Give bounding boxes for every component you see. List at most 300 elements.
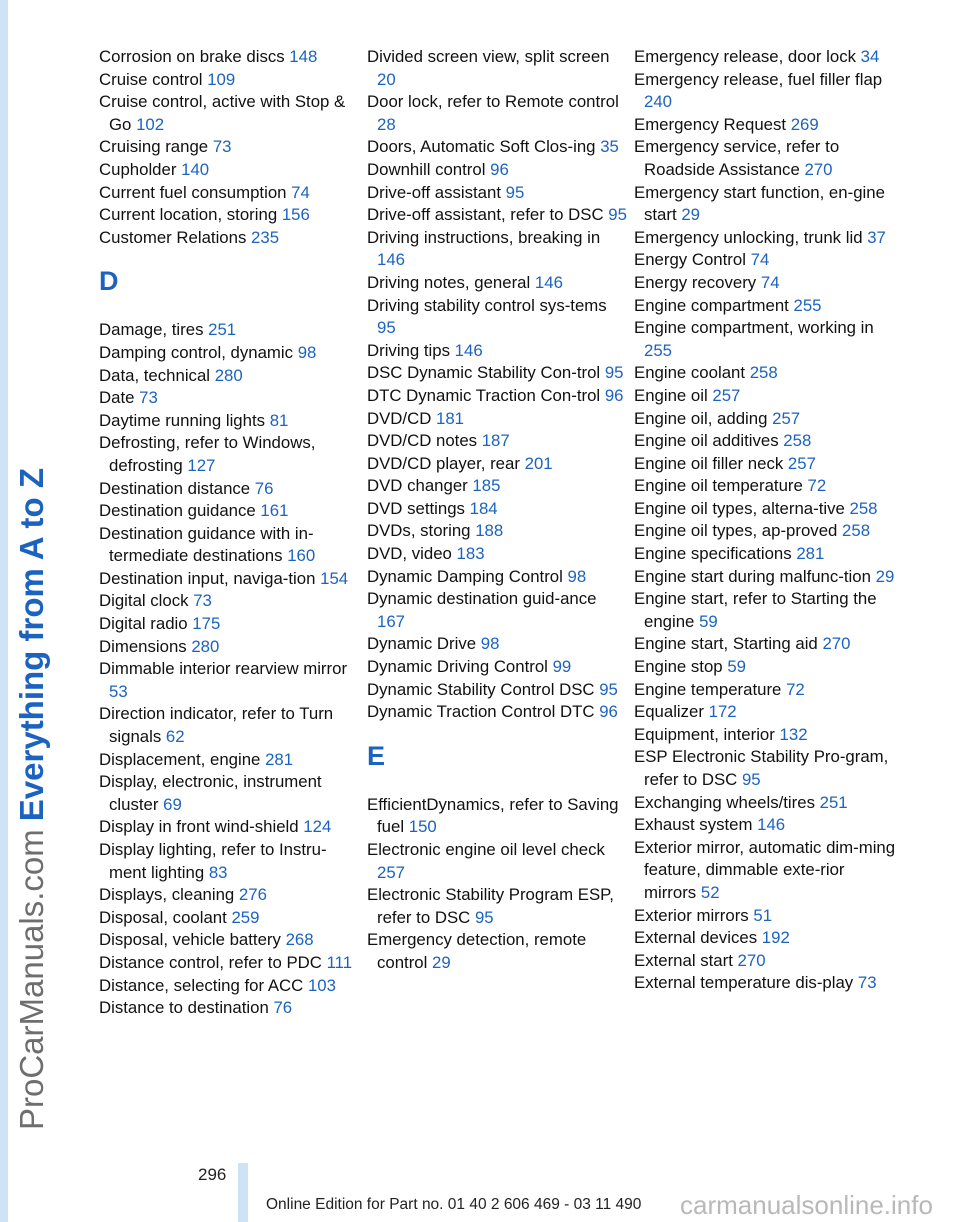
entry-term: Engine oil — [634, 385, 708, 405]
index-entry — [99, 182, 361, 205]
page-link[interactable]: 148 — [289, 47, 318, 66]
index-entry — [99, 749, 361, 772]
index-entry — [99, 816, 361, 839]
entry-term: Engine start during malfunc‐tion — [634, 566, 871, 586]
page-link[interactable]: 81 — [269, 410, 289, 430]
page-link[interactable]: 161 — [260, 501, 289, 521]
index-entry — [634, 272, 896, 295]
page-link[interactable]: 154 — [320, 568, 349, 588]
page-link[interactable]: 95 — [599, 679, 618, 699]
index-entry — [99, 365, 361, 388]
page-link[interactable]: 156 — [281, 205, 310, 225]
index-entry — [367, 498, 629, 521]
index-entry — [99, 613, 361, 636]
entry-term: Driving notes, general — [367, 272, 531, 292]
section-letter: E — [367, 740, 386, 771]
index-entry — [634, 182, 896, 227]
index-entry — [634, 249, 896, 272]
entry-term: Dimensions — [99, 636, 187, 656]
index-entry — [634, 385, 896, 408]
page-link[interactable]: 270 — [822, 634, 851, 654]
entry-term: DVD/CD player, rear — [367, 453, 520, 473]
page-link[interactable]: 270 — [737, 950, 766, 970]
index-entry — [367, 408, 629, 431]
entry-term: Defrosting, refer to Windows, defrosting — [99, 433, 316, 475]
index-entry — [634, 701, 896, 724]
page-link[interactable]: 29 — [681, 205, 700, 225]
page-link[interactable]: 72 — [807, 476, 827, 496]
index-entry — [634, 69, 896, 114]
entry-term: Engine oil, adding — [634, 408, 768, 428]
page-link[interactable]: 95 — [608, 205, 627, 225]
index-entry — [367, 204, 629, 227]
index-entry — [634, 114, 896, 137]
page-link[interactable]: 235 — [251, 227, 280, 247]
page-link[interactable]: 257 — [772, 408, 801, 428]
page-link[interactable]: 96 — [604, 385, 624, 405]
sidebar-strip — [0, 0, 8, 1222]
page-link[interactable]: 146 — [757, 815, 786, 835]
page-link[interactable]: 74 — [760, 272, 780, 292]
index-column-3 — [634, 46, 896, 995]
entry-term: Daytime running lights — [99, 410, 266, 430]
index-entry — [367, 385, 629, 408]
page-link[interactable]: 96 — [599, 702, 618, 722]
page-link[interactable]: 20 — [377, 69, 396, 89]
entry-term: Destination guidance — [99, 501, 256, 521]
page-link[interactable]: 255 — [793, 295, 822, 315]
entry-term: DVD changer — [367, 476, 468, 496]
page-link[interactable]: 99 — [552, 657, 572, 677]
entry-term: Cruising range — [99, 137, 209, 157]
index-entry — [99, 975, 361, 998]
index-entry — [634, 814, 896, 837]
index-entry — [634, 746, 896, 791]
edition-line: Online Edition for Part no. 01 40 2 606 469 - 03 11 490 — [266, 1196, 642, 1213]
page-link[interactable]: 185 — [472, 476, 501, 496]
index-entry — [367, 679, 629, 702]
entry-term: Emergency detection, remote control — [367, 930, 587, 972]
index-entry — [634, 408, 896, 431]
entry-term: Displays, cleaning — [99, 885, 235, 905]
entry-term: Display lighting, refer to Instru‐ment lighting — [99, 840, 327, 882]
entry-term: Engine specifications — [634, 544, 792, 564]
page-link[interactable]: 184 — [469, 498, 498, 518]
index-entry — [99, 590, 361, 613]
page-link[interactable]: 102 — [136, 114, 165, 134]
page-link[interactable]: 59 — [727, 657, 746, 677]
entry-term: Energy Control — [634, 250, 746, 270]
index-entry — [367, 227, 629, 272]
entry-term: Engine stop — [634, 657, 723, 677]
index-entry — [99, 952, 361, 975]
entry-term: Equipment, interior — [634, 724, 775, 744]
entry-term: ESP Electronic Stability Pro‐gram, refer to DSC — [634, 747, 889, 789]
page-link[interactable]: 95 — [604, 363, 624, 383]
page-link[interactable]: 29 — [875, 566, 895, 586]
page-link[interactable]: 181 — [436, 408, 465, 428]
entry-term: Display in front wind‐shield — [99, 817, 299, 837]
index-entry — [99, 839, 361, 884]
index-entry — [367, 453, 629, 476]
entry-term: Exterior mirrors — [634, 905, 749, 925]
page-link[interactable]: 280 — [214, 365, 243, 385]
index-entry — [367, 588, 629, 633]
entry-term: Engine oil filler neck — [634, 453, 784, 473]
entry-term: Energy recovery — [634, 272, 757, 292]
entry-term: DSC Dynamic Stability Con‐trol — [367, 363, 601, 383]
page-link[interactable]: 270 — [804, 159, 833, 179]
entry-term: Dynamic Stability Control DSC — [367, 679, 595, 699]
page-link[interactable]: 95 — [505, 182, 525, 202]
index-entry — [99, 703, 361, 748]
page-link[interactable]: 37 — [867, 227, 886, 247]
page-link[interactable]: 140 — [181, 159, 210, 179]
entry-term: Destination guidance with in‐termediate destinations — [99, 523, 314, 566]
index-entry — [367, 295, 629, 340]
index-entry — [367, 566, 629, 589]
page-link[interactable]: 73 — [857, 973, 877, 993]
entry-term: Digital radio — [99, 614, 188, 634]
page-link[interactable]: 98 — [480, 634, 500, 654]
entry-term: Downhill control — [367, 159, 486, 179]
index-entry — [99, 91, 361, 136]
index-entry — [367, 701, 629, 724]
page-link[interactable]: 251 — [819, 792, 848, 812]
index-entry — [367, 633, 629, 656]
page-link[interactable]: 29 — [432, 952, 451, 972]
entry-term: Emergency release, fuel filler flap — [634, 69, 883, 89]
entry-term: Emergency start function, en‐gine start — [634, 182, 885, 225]
page-link[interactable]: 109 — [207, 69, 236, 89]
page-link[interactable]: 74 — [750, 250, 770, 270]
entry-term: Disposal, vehicle battery — [99, 930, 281, 950]
page-link[interactable]: 269 — [790, 114, 819, 134]
index-entry — [99, 227, 361, 250]
index-entry — [99, 636, 361, 659]
entry-term: Dynamic Driving Control — [367, 657, 548, 677]
page-link[interactable]: 69 — [163, 794, 182, 814]
entry-term: Destination input, naviga‐tion — [99, 568, 316, 588]
entry-term: Electronic engine oil level check — [367, 840, 605, 859]
index-entry — [634, 317, 896, 362]
entry-term: Exhaust system — [634, 815, 753, 835]
page-link[interactable]: 74 — [291, 182, 310, 202]
page-link[interactable]: 258 — [783, 431, 812, 451]
entry-term: Engine compartment, working in — [634, 318, 874, 338]
entry-term: Data, technical — [99, 365, 211, 385]
page-link[interactable]: 76 — [254, 478, 274, 498]
entry-term: Divided screen view, split screen — [367, 47, 610, 66]
index-entry — [367, 340, 629, 363]
page-link[interactable]: 59 — [699, 611, 718, 631]
index-entry — [367, 136, 629, 159]
index-entry — [99, 159, 361, 182]
entry-term: Exchanging wheels/tires — [634, 792, 815, 812]
entry-term: Damage, tires — [99, 320, 204, 340]
index-entry — [99, 884, 361, 907]
page-link[interactable]: 175 — [192, 614, 221, 634]
entry-term: Engine start, Starting aid — [634, 634, 818, 654]
page-link[interactable]: 257 — [712, 385, 741, 405]
index-entry — [634, 905, 896, 928]
entry-term: Emergency unlocking, trunk lid — [634, 227, 863, 247]
entry-term: Engine oil additives — [634, 431, 779, 451]
index-entry — [634, 566, 896, 589]
entry-term: Electronic Stability Program ESP, refer to DSC — [367, 885, 614, 927]
entry-term: Engine oil types, ap‐proved — [634, 521, 838, 541]
entry-term: Driving instructions, breaking in — [367, 227, 601, 247]
entry-term: Engine coolant — [634, 363, 746, 383]
entry-term: Engine temperature — [634, 679, 782, 699]
entry-term: Cupholder — [99, 159, 177, 179]
index-entry — [99, 136, 361, 159]
page-link[interactable]: 257 — [787, 453, 816, 473]
chapter-title: Everything from A to Z — [13, 467, 50, 822]
index-entry — [99, 568, 361, 591]
page-link[interactable]: 28 — [377, 114, 396, 134]
entry-term: Direction indicator, refer to Turn signals — [99, 704, 334, 747]
index-entry — [634, 430, 896, 453]
index-entry — [99, 929, 361, 952]
page-link[interactable]: 251 — [208, 320, 237, 340]
index-entry — [99, 771, 361, 816]
page-link[interactable]: 95 — [741, 770, 761, 789]
index-entry — [99, 204, 361, 227]
index-entry — [367, 929, 629, 974]
entry-term: Displacement, engine — [99, 749, 261, 769]
index-entry — [634, 520, 896, 543]
index-entry — [367, 362, 629, 385]
page-link[interactable]: 258 — [849, 498, 878, 518]
entry-term: Driving stability control sys‐tems — [367, 295, 607, 315]
entry-term: Doors, Automatic Soft Clos‐ing — [367, 137, 596, 157]
entry-term: Customer Relations — [99, 227, 247, 247]
entry-term: Engine oil temperature — [634, 476, 803, 496]
page-link[interactable]: 132 — [779, 724, 808, 744]
page-link[interactable]: 34 — [860, 47, 880, 66]
page-link[interactable]: 53 — [109, 681, 128, 701]
index-entry — [634, 633, 896, 656]
page-link[interactable]: 73 — [193, 591, 212, 611]
entry-term: Drive-off assistant — [367, 182, 501, 202]
page-link[interactable]: 83 — [208, 862, 228, 882]
index-entry — [367, 272, 629, 295]
index-column-1 — [99, 46, 361, 1020]
page-link[interactable]: 127 — [187, 455, 216, 475]
page-link[interactable]: 187 — [481, 431, 510, 451]
page-link[interactable]: 98 — [297, 342, 317, 362]
index-entry — [634, 362, 896, 385]
index-entry — [634, 588, 896, 633]
entry-term: DVD, video — [367, 544, 452, 564]
page-link[interactable]: 52 — [700, 882, 720, 902]
index-entry — [99, 342, 361, 365]
entry-term: Dimmable interior rearview mirror — [99, 659, 348, 679]
site-name[interactable]: ProCarManuals.com — [13, 829, 50, 1130]
page-link[interactable]: 72 — [786, 679, 805, 699]
index-entry — [99, 319, 361, 342]
entry-term: DVD/CD — [367, 408, 432, 428]
index-entry — [634, 724, 896, 747]
index-entry — [367, 520, 629, 543]
index-entry — [99, 658, 361, 703]
page-link[interactable]: 201 — [524, 453, 553, 473]
index-entry — [634, 543, 896, 566]
entry-term: Display, electronic, instrument cluster — [99, 772, 322, 814]
entry-term: Driving tips — [367, 340, 450, 360]
page-link[interactable]: 258 — [749, 363, 778, 383]
index-entry — [99, 478, 361, 501]
index-entry — [99, 997, 361, 1020]
entry-term: Engine start, refer to Starting the engine — [634, 589, 877, 631]
page-link[interactable]: 124 — [303, 817, 332, 837]
entry-term: Distance control, refer to PDC — [99, 952, 322, 972]
index-entry — [99, 432, 361, 477]
entry-term: Distance, selecting for ACC — [99, 975, 304, 995]
entry-term: External start — [634, 950, 733, 970]
entry-term: DTC Dynamic Traction Con‐trol — [367, 385, 601, 405]
index-entry — [99, 387, 361, 410]
entry-term: Digital clock — [99, 591, 189, 611]
index-entry — [99, 523, 361, 568]
entry-term: Equalizer — [634, 702, 704, 722]
page-link[interactable]: 146 — [534, 272, 563, 292]
entry-term: Emergency Request — [634, 114, 787, 134]
page-link[interactable]: 96 — [490, 159, 509, 179]
index-entry — [367, 182, 629, 205]
page-link[interactable]: 188 — [475, 521, 504, 541]
index-column-2 — [367, 46, 629, 975]
entry-term: External temperature dis‐play — [634, 973, 854, 993]
index-entry — [634, 475, 896, 498]
index-entry — [367, 884, 629, 929]
index-entry — [634, 927, 896, 950]
entry-term: Cruise control, active with Stop & Go — [99, 92, 346, 134]
index-entry — [367, 794, 629, 839]
page-link[interactable]: 172 — [708, 702, 737, 722]
entry-term: Exterior mirror, automatic dim‐ming feature, dimmable exte‐rior mirrors — [634, 837, 896, 902]
page-link[interactable]: 73 — [212, 137, 232, 157]
index-entry — [634, 950, 896, 973]
index-entry — [634, 837, 896, 905]
index-entry — [99, 907, 361, 930]
entry-term: Current fuel consumption — [99, 182, 287, 202]
index-entry — [634, 656, 896, 679]
page-link[interactable]: 146 — [454, 340, 483, 360]
entry-term: DVD/CD notes — [367, 431, 478, 451]
index-entry — [367, 430, 629, 453]
index-entry — [99, 500, 361, 523]
page-link[interactable]: 150 — [408, 817, 437, 837]
page-link[interactable]: 146 — [377, 250, 405, 270]
section-letter: D — [99, 266, 119, 297]
entry-term: Dynamic destination guid‐ance — [367, 589, 597, 609]
entry-term: Cruise control — [99, 69, 203, 89]
entry-term: Emergency service, refer to Roadside Assistance — [634, 137, 840, 179]
sidebar — [0, 0, 80, 1222]
index-entry — [367, 475, 629, 498]
page-link[interactable]: 76 — [273, 998, 293, 1018]
footer-bar — [238, 1163, 248, 1222]
entry-term: Current location, storing — [99, 205, 278, 225]
index-entry — [634, 46, 896, 69]
index-entry — [367, 656, 629, 679]
page-number: 296 — [198, 1165, 227, 1184]
index-entry — [367, 839, 629, 884]
page-link[interactable]: 51 — [753, 905, 773, 925]
page-link[interactable]: 259 — [231, 907, 260, 927]
entry-term: Engine oil types, alterna‐tive — [634, 498, 845, 518]
index-entry — [634, 498, 896, 521]
entry-term: Dynamic Damping Control — [367, 566, 563, 586]
page-link[interactable]: 167 — [377, 611, 405, 631]
entry-term: DVDs, storing — [367, 521, 471, 541]
sidebar-text — [12, 468, 52, 1130]
index-entry — [99, 46, 361, 69]
page-link[interactable]: 281 — [796, 544, 825, 564]
index-entry — [367, 46, 629, 91]
entry-term: Door lock, refer to Remote control — [367, 92, 619, 112]
page-link[interactable]: 103 — [307, 975, 336, 995]
page-link[interactable]: 160 — [287, 546, 316, 566]
page-link[interactable]: 281 — [265, 749, 294, 769]
page-link[interactable]: 35 — [600, 137, 619, 157]
entry-term: Damping control, dynamic — [99, 342, 294, 362]
index-entry — [99, 410, 361, 433]
entry-term: Destination distance — [99, 478, 251, 498]
page-link[interactable]: 257 — [377, 862, 405, 882]
index-entry — [367, 543, 629, 566]
index-entry — [634, 227, 896, 250]
page-link[interactable]: 258 — [842, 521, 871, 541]
page-link[interactable]: 192 — [761, 928, 790, 948]
page-link[interactable]: 73 — [139, 388, 158, 408]
page-link[interactable]: 62 — [165, 727, 185, 747]
entry-term: DVD settings — [367, 498, 465, 518]
index-entry — [99, 69, 361, 92]
page-link[interactable]: 183 — [456, 544, 485, 564]
entry-term: Disposal, coolant — [99, 907, 227, 927]
entry-term: Dynamic Traction Control DTC — [367, 702, 595, 722]
entry-term: Corrosion on brake discs — [99, 47, 285, 66]
index-entry — [634, 972, 896, 995]
page-link[interactable]: 280 — [191, 636, 220, 656]
entry-term: Engine compartment — [634, 295, 789, 315]
page-link[interactable]: 98 — [567, 566, 587, 586]
index-entry — [634, 295, 896, 318]
page-link[interactable]: 276 — [238, 885, 267, 905]
page-link[interactable]: 268 — [285, 930, 314, 950]
entry-term: Emergency release, door lock — [634, 47, 856, 66]
entry-term: External devices — [634, 928, 758, 948]
page-link[interactable]: 111 — [326, 952, 353, 972]
entry-term: Date — [99, 388, 135, 408]
index-entry — [634, 679, 896, 702]
entry-term: Distance to destination — [99, 998, 269, 1018]
entry-term: Dynamic Drive — [367, 634, 477, 654]
page-link[interactable]: 240 — [644, 92, 672, 112]
index-entry — [634, 792, 896, 815]
page-link[interactable]: 95 — [377, 318, 396, 338]
index-entry — [634, 453, 896, 476]
entry-term: Drive-off assistant, refer to DSC — [367, 205, 604, 225]
entry-term: EfficientDynamics, refer to Saving fuel — [367, 794, 619, 837]
index-entry — [634, 136, 896, 181]
watermark: carmanualsonline.info — [680, 1190, 933, 1220]
page-link[interactable]: 255 — [644, 340, 672, 360]
page-link[interactable]: 95 — [474, 907, 494, 927]
